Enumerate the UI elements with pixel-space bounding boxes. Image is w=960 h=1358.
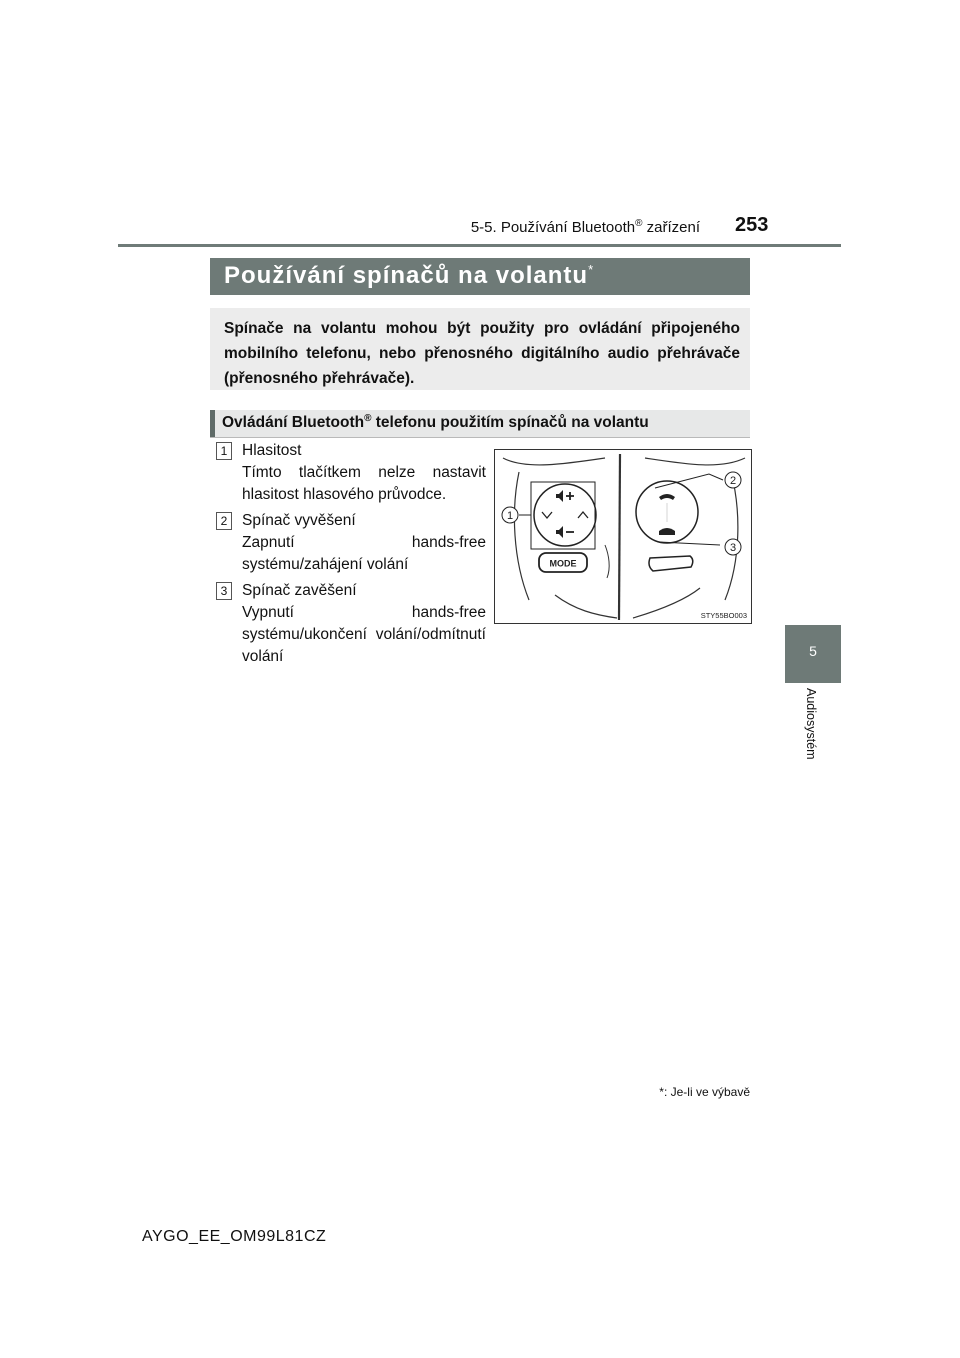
volume-control-ring (534, 484, 596, 546)
steering-wheel-figure (494, 449, 752, 624)
intro-text: Spínače na volantu mohou být použity pro ovládání připojeného mobilního telefonu, nebo přenosného digitálního audio přehrávače (přenosného přehrávače). (224, 320, 740, 387)
callout-number: 2 (729, 475, 737, 487)
wheel-outline (514, 472, 529, 600)
page-title: Používání spínačů na volantu* (224, 262, 595, 289)
mode-label: MODE (549, 558, 577, 569)
center-divider (619, 454, 620, 620)
footnote: *: Je-li ve výbavě (659, 1085, 750, 1099)
wheel-outline (725, 472, 738, 600)
steering-wheel-illustration (495, 450, 751, 623)
item-description: Zapnutí hands-free systému/zahájení volání (242, 534, 486, 573)
list-item (216, 440, 486, 506)
wheel-outline (645, 458, 745, 465)
wheel-outline (503, 458, 605, 465)
callout-number: 3 (729, 542, 737, 554)
subheading: Ovládání Bluetooth® telefonu použitím spínačů na volantu (222, 413, 649, 432)
item-label: Hlasitost (242, 442, 302, 459)
chapter-label: Audiosystém (804, 688, 818, 760)
wheel-outline (555, 595, 617, 618)
footer-document-code: AYGO_EE_OM99L81CZ (142, 1228, 327, 1245)
item-description: Tímto tlačítkem nelze nastavit hlasitost hlasového průvodce. (242, 464, 486, 503)
list-item (216, 580, 486, 668)
wheel-outline (633, 588, 700, 618)
header-section-title: 5-5. Používání Bluetooth® zařízení (470, 218, 700, 236)
chapter-number: 5 (809, 643, 817, 659)
subheading-accent (210, 410, 215, 437)
header-divider (118, 244, 841, 247)
item-number: 1 (216, 442, 232, 460)
item-label: Spínač vyvěšení (242, 512, 356, 529)
item-label: Spínač zavěšení (242, 582, 357, 599)
figure-code: STY55BO003 (700, 611, 747, 620)
item-description: Vypnutí hands-free systému/ukončení volání/odmítnutí volání (242, 604, 486, 665)
item-number: 3 (216, 582, 232, 600)
callout-number: 1 (506, 510, 514, 522)
wheel-outline (605, 545, 609, 578)
lower-right-button (649, 556, 693, 571)
list-item (216, 510, 486, 576)
page-number: 253 (735, 214, 769, 236)
item-number: 2 (216, 512, 232, 530)
